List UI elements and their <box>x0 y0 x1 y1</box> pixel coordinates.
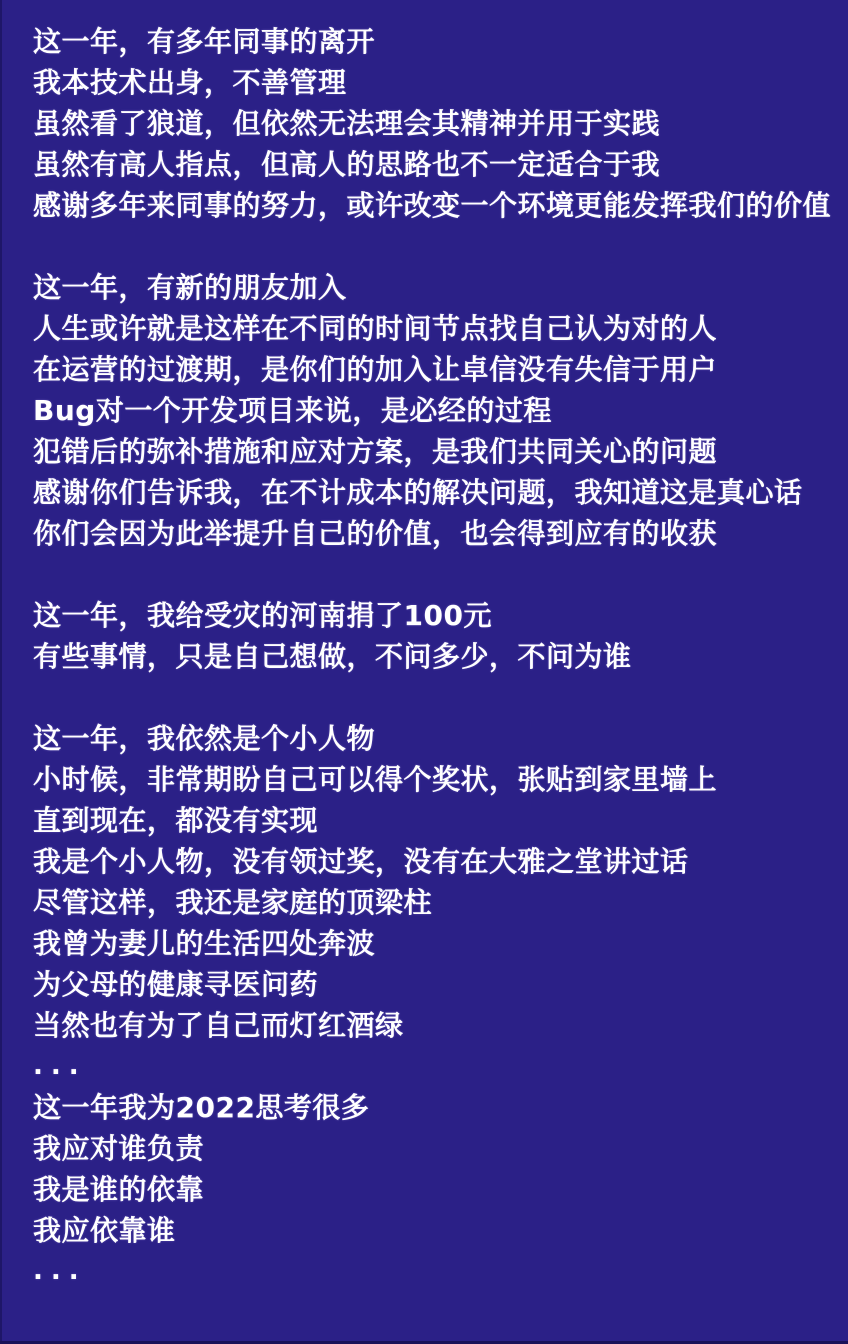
text-line: 当然也有为了自己而灯红酒绿 <box>33 1009 404 1042</box>
text-line: 尽管这样，我还是家庭的顶梁柱 <box>33 886 433 919</box>
text-line: 在运营的过渡期，是你们的加入让卓信没有失信于用户 <box>33 353 718 386</box>
text-line: 我应依靠谁 <box>33 1214 176 1247</box>
text-line: 这一年，我依然是个小人物 <box>33 722 376 755</box>
text-line: 感谢多年来同事的努力，或许改变一个环境更能发挥我们的价值 <box>33 189 832 222</box>
text-line: 犯错后的弥补措施和应对方案，是我们共同关心的问题 <box>33 435 718 468</box>
paragraph-section <box>33 21 830 226</box>
text-line: 你们会因为此举提升自己的价值，也会得到应有的收获 <box>33 517 718 550</box>
text-line: 直到现在，都没有实现 <box>33 804 319 837</box>
text-line: 虽然有高人指点，但高人的思路也不一定适合于我 <box>33 148 661 181</box>
text-line: 人生或许就是这样在不同的时间节点找自己认为对的人 <box>33 312 718 345</box>
text-line: 为父母的健康寻医问药 <box>33 968 319 1001</box>
text-line: 我应对谁负责 <box>33 1132 205 1165</box>
ellipsis-line: ... <box>33 1256 87 1286</box>
paragraph-section <box>33 595 830 677</box>
text-line: 这一年，有新的朋友加入 <box>33 271 347 304</box>
paragraph-section <box>33 267 830 554</box>
text-line: Bug对一个开发项目来说，是必经的过程 <box>33 394 552 427</box>
text-line: 我是个小人物，没有领过奖，没有在大雅之堂讲过话 <box>33 845 689 878</box>
text-line: 我曾为妻儿的生活四处奔波 <box>33 927 376 960</box>
text-line: 小时候，非常期盼自己可以得个奖状，张贴到家里墙上 <box>33 763 718 796</box>
text-line: 我本技术出身，不善管理 <box>33 66 347 99</box>
text-line: 这一年，有多年同事的离开 <box>33 25 376 58</box>
text-line: 有些事情，只是自己想做，不问多少，不问为谁 <box>33 640 632 673</box>
text-line: 这一年我为2022思考很多 <box>33 1091 370 1124</box>
text-line: 我是谁的依靠 <box>33 1173 205 1206</box>
ellipsis-line: ... <box>33 1051 87 1081</box>
text-line: 虽然看了狼道，但依然无法理会其精神并用于实践 <box>33 107 661 140</box>
text-line: 感谢你们告诉我，在不计成本的解决问题，我知道这是真心话 <box>33 476 803 509</box>
left-edge-strip <box>0 0 2 1344</box>
paragraph-section <box>33 718 830 1292</box>
text-line: 这一年，我给受灾的河南捐了100元 <box>33 599 492 632</box>
